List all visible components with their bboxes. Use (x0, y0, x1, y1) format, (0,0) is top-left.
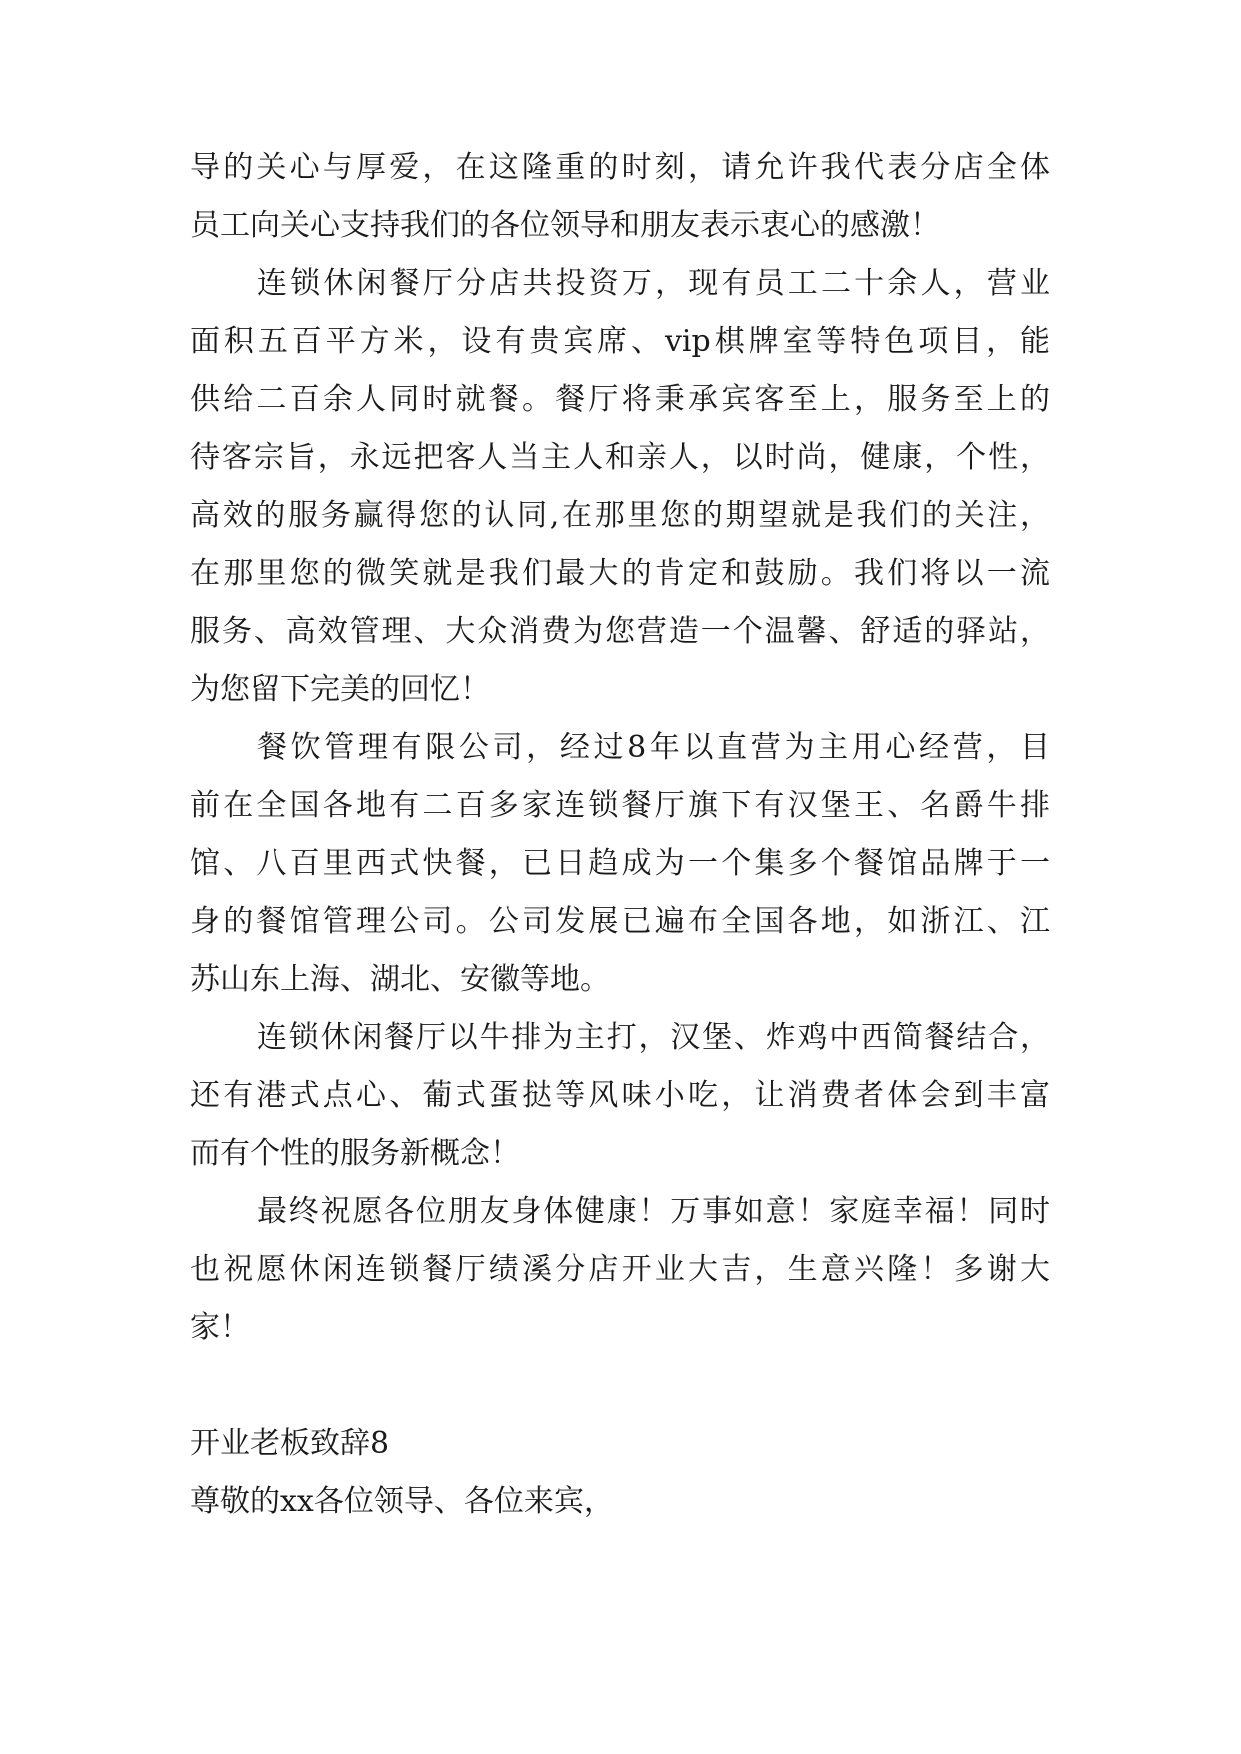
paragraph-line: 身的餐馆管理公司。公司发展已遍布全国各地，如浙江、江 (190, 904, 1050, 939)
paragraph-line: 还有港式点心、葡式蛋挞等风味小吃，让消费者体会到丰富 (190, 1078, 1050, 1113)
paragraph-line: 苏山东上海、湖北、安徽等地。 (190, 962, 610, 997)
paragraph-line: 连锁休闲餐厅分店共投资万，现有员工二十余人，营业 (257, 266, 1050, 301)
paragraph-line: 供给二百余人同时就餐。餐厅将秉承宾客至上，服务至上的 (190, 382, 1050, 417)
paragraph-line: 最终祝愿各位朋友身体健康！万事如意！家庭幸福！同时 (257, 1194, 1050, 1229)
paragraph-line: 在那里您的微笑就是我们最大的肯定和鼓励。我们将以一流 (190, 556, 1050, 591)
paragraph-line: 为您留下完美的回忆！ (190, 672, 490, 707)
paragraph-line: 面积五百平方米，设有贵宾席、vip棋牌室等特色项目，能 (190, 324, 1050, 359)
paragraph-line: 服务、高效管理、大众消费为您营造一个温馨、舒适的驿站， (190, 614, 1050, 649)
section-heading: 开业老板致辞8 (190, 1426, 390, 1461)
paragraph-line: 馆、八百里西式快餐，已日趋成为一个集多个餐馆品牌于一 (190, 846, 1050, 881)
paragraph-line: 连锁休闲餐厅以牛排为主打，汉堡、炸鸡中西简餐结合， (257, 1020, 1050, 1055)
paragraph-line: 高效的服务赢得您的认同,在那里您的期望就是我们的关注， (190, 498, 1050, 533)
paragraph-line: 前在全国各地有二百多家连锁餐厅旗下有汉堡王、名爵牛排 (190, 788, 1050, 823)
paragraph-line: 员工向关心支持我们的各位领导和朋友表示衷心的感激！ (190, 208, 940, 243)
paragraph-line: 家！ (190, 1310, 250, 1345)
paragraph-line: 也祝愿休闲连锁餐厅绩溪分店开业大吉，生意兴隆！多谢大 (190, 1252, 1050, 1287)
paragraph-line: 餐饮管理有限公司，经过8年以直营为主用心经营，目 (257, 730, 1050, 765)
paragraph-line: 待客宗旨，永远把客人当主人和亲人，以时尚，健康，个性， (190, 440, 1050, 475)
paragraph-line: 而有个性的服务新概念！ (190, 1136, 520, 1171)
greeting-line: 尊敬的xx各位领导、各位来宾， (190, 1484, 614, 1519)
paragraph-line: 导的关心与厚爱，在这隆重的时刻，请允许我代表分店全体 (190, 150, 1050, 185)
